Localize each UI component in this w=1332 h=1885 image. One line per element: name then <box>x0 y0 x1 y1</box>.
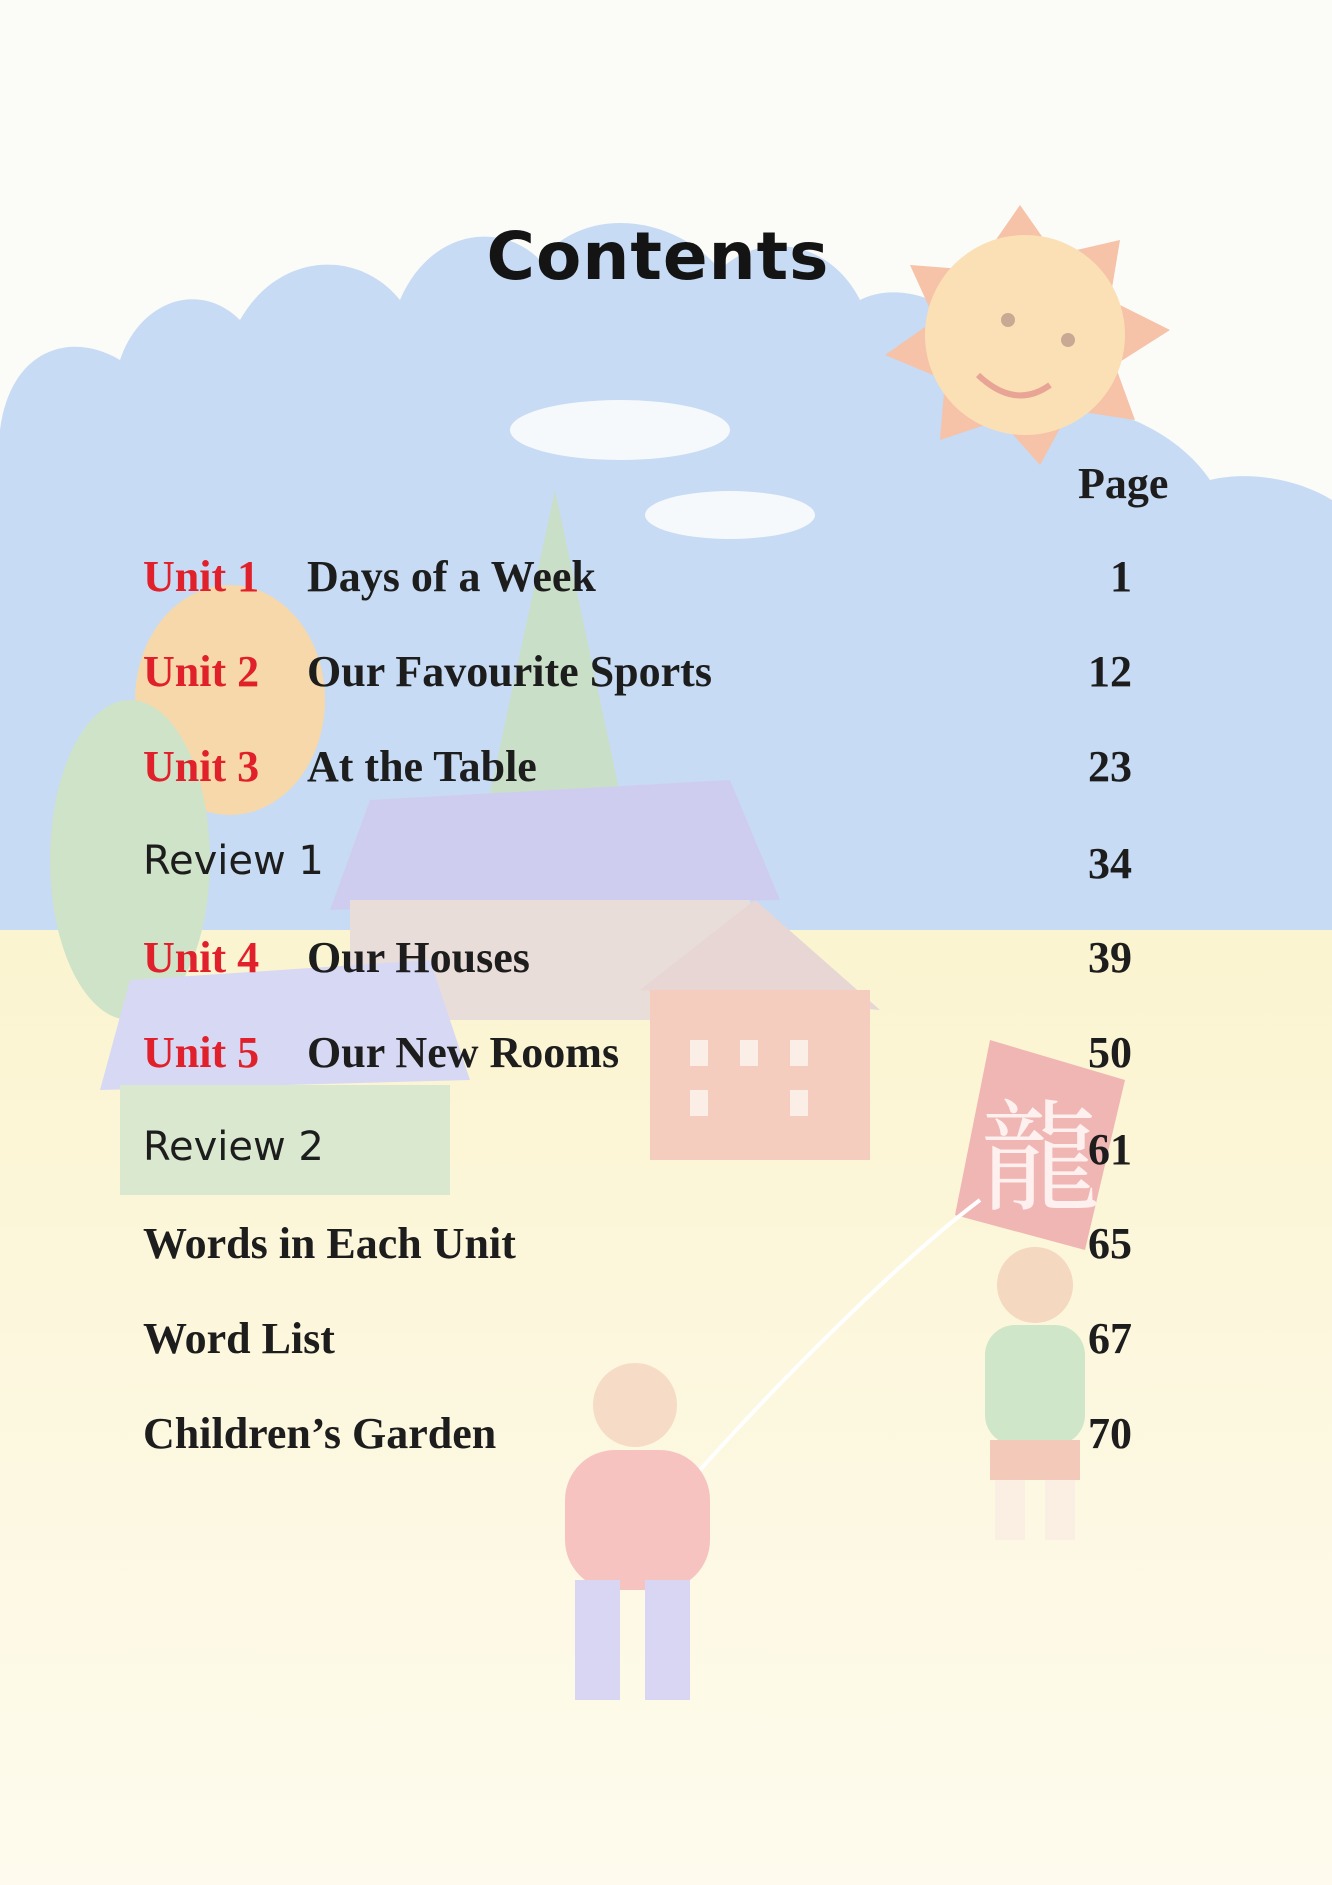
toc-entry[interactable] <box>0 932 1332 996</box>
cloud-shape <box>510 400 730 460</box>
section-title: Words in Each Unit <box>143 1219 516 1268</box>
unit-label: Unit 2 <box>143 647 260 696</box>
unit-label: Unit 3 <box>143 742 260 791</box>
page-number: 67 <box>1088 1314 1132 1363</box>
page-number: 50 <box>1088 1028 1132 1077</box>
toc-entry[interactable] <box>0 551 1332 615</box>
unit-label: Unit 1 <box>143 552 260 601</box>
unit-title: Our New Rooms <box>307 1028 620 1077</box>
unit-label: Unit 5 <box>143 1028 260 1077</box>
toc-entry[interactable] <box>0 838 1332 902</box>
toc-entry[interactable] <box>0 1313 1332 1377</box>
section-title: Word List <box>143 1314 335 1363</box>
review-title: Review 1 <box>143 838 324 884</box>
toc-entry[interactable] <box>0 1124 1332 1188</box>
page-number: 61 <box>1088 1125 1132 1174</box>
page-column-header: Page <box>1078 459 1169 508</box>
unit-title: Our Houses <box>307 933 530 982</box>
unit-title: At the Table <box>307 742 537 791</box>
unit-title: Days of a Week <box>307 552 596 601</box>
page-number: 12 <box>1088 647 1132 696</box>
review-title: Review 2 <box>143 1124 324 1170</box>
kite-character: 龍 <box>980 1090 1100 1229</box>
section-title: Children’s Garden <box>143 1409 497 1458</box>
unit-title: Our Favourite Sports <box>307 647 712 696</box>
page-number: 1 <box>1110 552 1132 601</box>
cloud-shape <box>645 491 815 539</box>
page-title: Contents <box>486 218 830 295</box>
page-number: 70 <box>1088 1409 1132 1458</box>
toc-entry[interactable] <box>0 646 1332 710</box>
toc-entry[interactable] <box>0 1408 1332 1472</box>
page-number: 65 <box>1088 1219 1132 1268</box>
unit-label: Unit 4 <box>143 933 260 982</box>
page-number: 39 <box>1088 933 1132 982</box>
page-number: 23 <box>1088 742 1132 791</box>
toc-entry[interactable] <box>0 1027 1332 1091</box>
toc-entry[interactable] <box>0 741 1332 805</box>
toc-entry[interactable] <box>0 1218 1332 1282</box>
page-number: 34 <box>1088 839 1132 888</box>
